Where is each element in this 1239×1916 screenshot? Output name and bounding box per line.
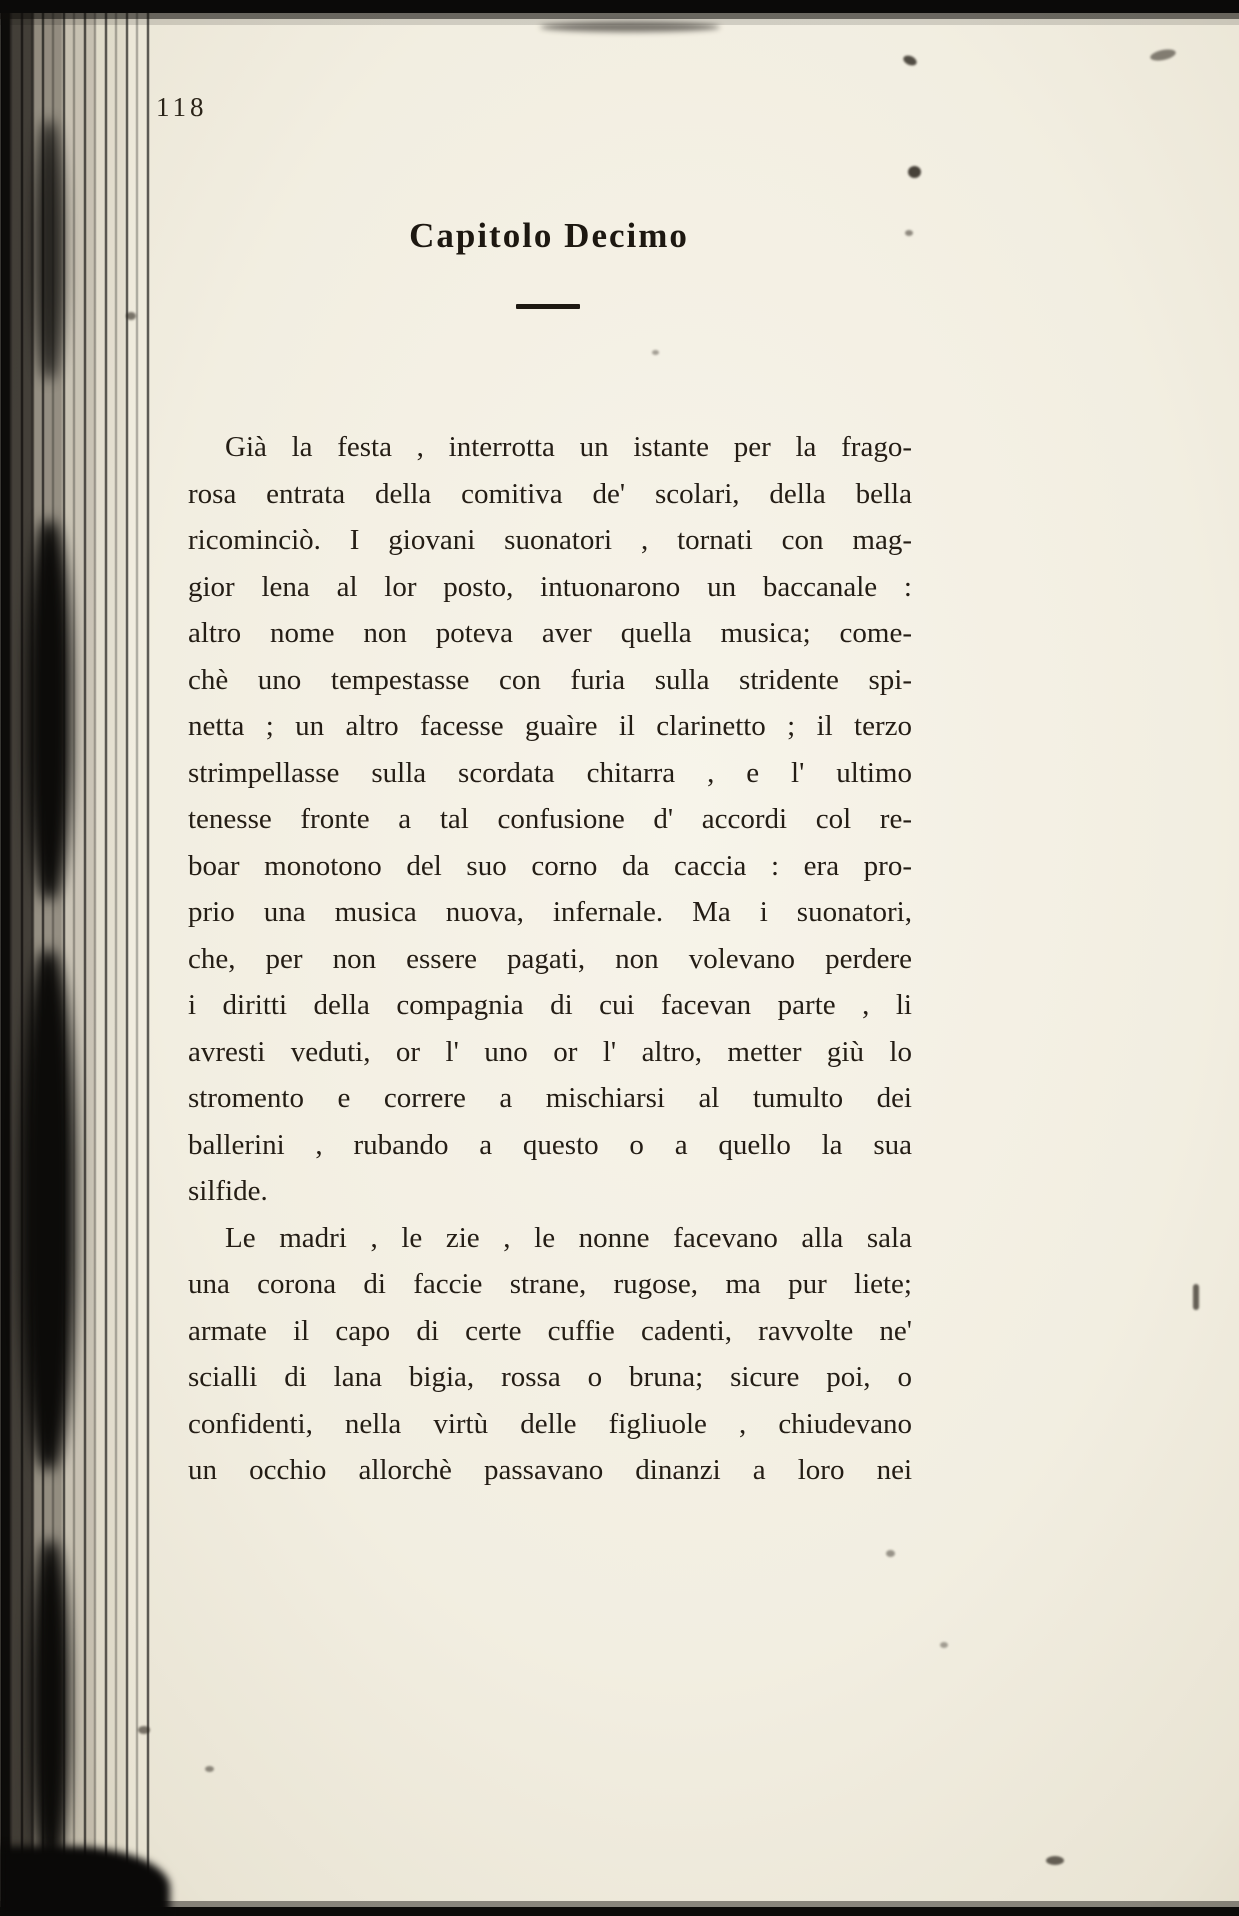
text-line: altro nome non poteva aver quella musica; come-: [188, 617, 912, 649]
text-line: boar monotono del suo corno da caccia : era pro-: [188, 849, 912, 882]
text-line: netta ; un altro facesse guaìre il clarinetto ; il terzo: [188, 710, 912, 742]
text-line: che, per non essere pagati, non volevano perdere: [188, 942, 912, 975]
scan-speck: [1149, 47, 1177, 62]
text-line: scialli di lana bigia, rossa o bruna; sicure poi, o: [188, 1361, 912, 1393]
paragraph-2: [188, 1215, 912, 1494]
scan-speck: [138, 1726, 150, 1734]
heading-rule: [516, 304, 580, 309]
text-line: gior lena al lor posto, intuonarono un baccanale :: [188, 570, 912, 603]
page-number: 118: [156, 92, 208, 122]
gutter-ink-blotch: [34, 120, 64, 380]
text-line: tenesse fronte a tal confusione d' accordi col re-: [188, 803, 912, 835]
text-line: strimpellasse sulla scordata chitarra , e l' ultimo: [188, 756, 912, 789]
text-line: rosa entrata della comitiva de' scolari, della bella: [188, 477, 912, 510]
text-line: una corona di faccie strane, rugose, ma pur liete;: [188, 1268, 912, 1300]
text-line: ballerini , rubando a questo o a quello la sua: [188, 1128, 912, 1161]
text-line: prio una musica nuova, infernale. Ma i suonatori,: [188, 896, 912, 928]
scan-smudge: [540, 22, 720, 32]
chapter-heading: Capitolo Decimo: [409, 216, 689, 255]
scan-speck: [940, 1642, 948, 1648]
text-line: chè uno tempestasse con furia sulla stridente spi-: [188, 663, 912, 696]
scan-speck: [902, 54, 918, 68]
text-line: stromento e correre a mischiarsi al tumulto dei: [188, 1082, 912, 1114]
binding-gutter-shadow: [0, 0, 150, 1916]
scan-speck: [205, 1766, 214, 1772]
gutter-ink-blotch: [20, 950, 76, 1470]
scan-speck: [126, 312, 136, 320]
text-line: avresti veduti, or l' uno or l' altro, metter giù lo: [188, 1035, 912, 1068]
scan-speck: [886, 1550, 895, 1557]
scan-speck: [1193, 1284, 1199, 1310]
text-line: ricominciò. I giovani suonatori , tornati con mag-: [188, 524, 912, 556]
text-line: armate il capo di certe cuffie cadenti, ravvolte ne': [188, 1314, 912, 1347]
scan-speck: [1046, 1856, 1064, 1865]
text-line: un occhio allorchè passavano dinanzi a loro nei: [188, 1454, 912, 1486]
text-line: silfide.: [188, 1175, 268, 1207]
scan-edge-bottom: [0, 1890, 1239, 1916]
text-line: Le madri , le zie , le nonne facevano alla sala: [225, 1221, 912, 1254]
gutter-ink-blotch: [26, 520, 72, 900]
scan-speck: [652, 350, 659, 355]
body-text: [188, 424, 912, 1494]
text-line: i diritti della compagnia di cui facevan parte , li: [188, 989, 912, 1021]
paragraph-1: [188, 424, 912, 1215]
text-line: confidenti, nella virtù delle figliuole , chiudevano: [188, 1407, 912, 1440]
text-line: Già la festa , interrotta un istante per la frago-: [225, 431, 912, 463]
scan-speck: [908, 166, 921, 178]
gutter-ink-blotch: [30, 1540, 70, 1870]
